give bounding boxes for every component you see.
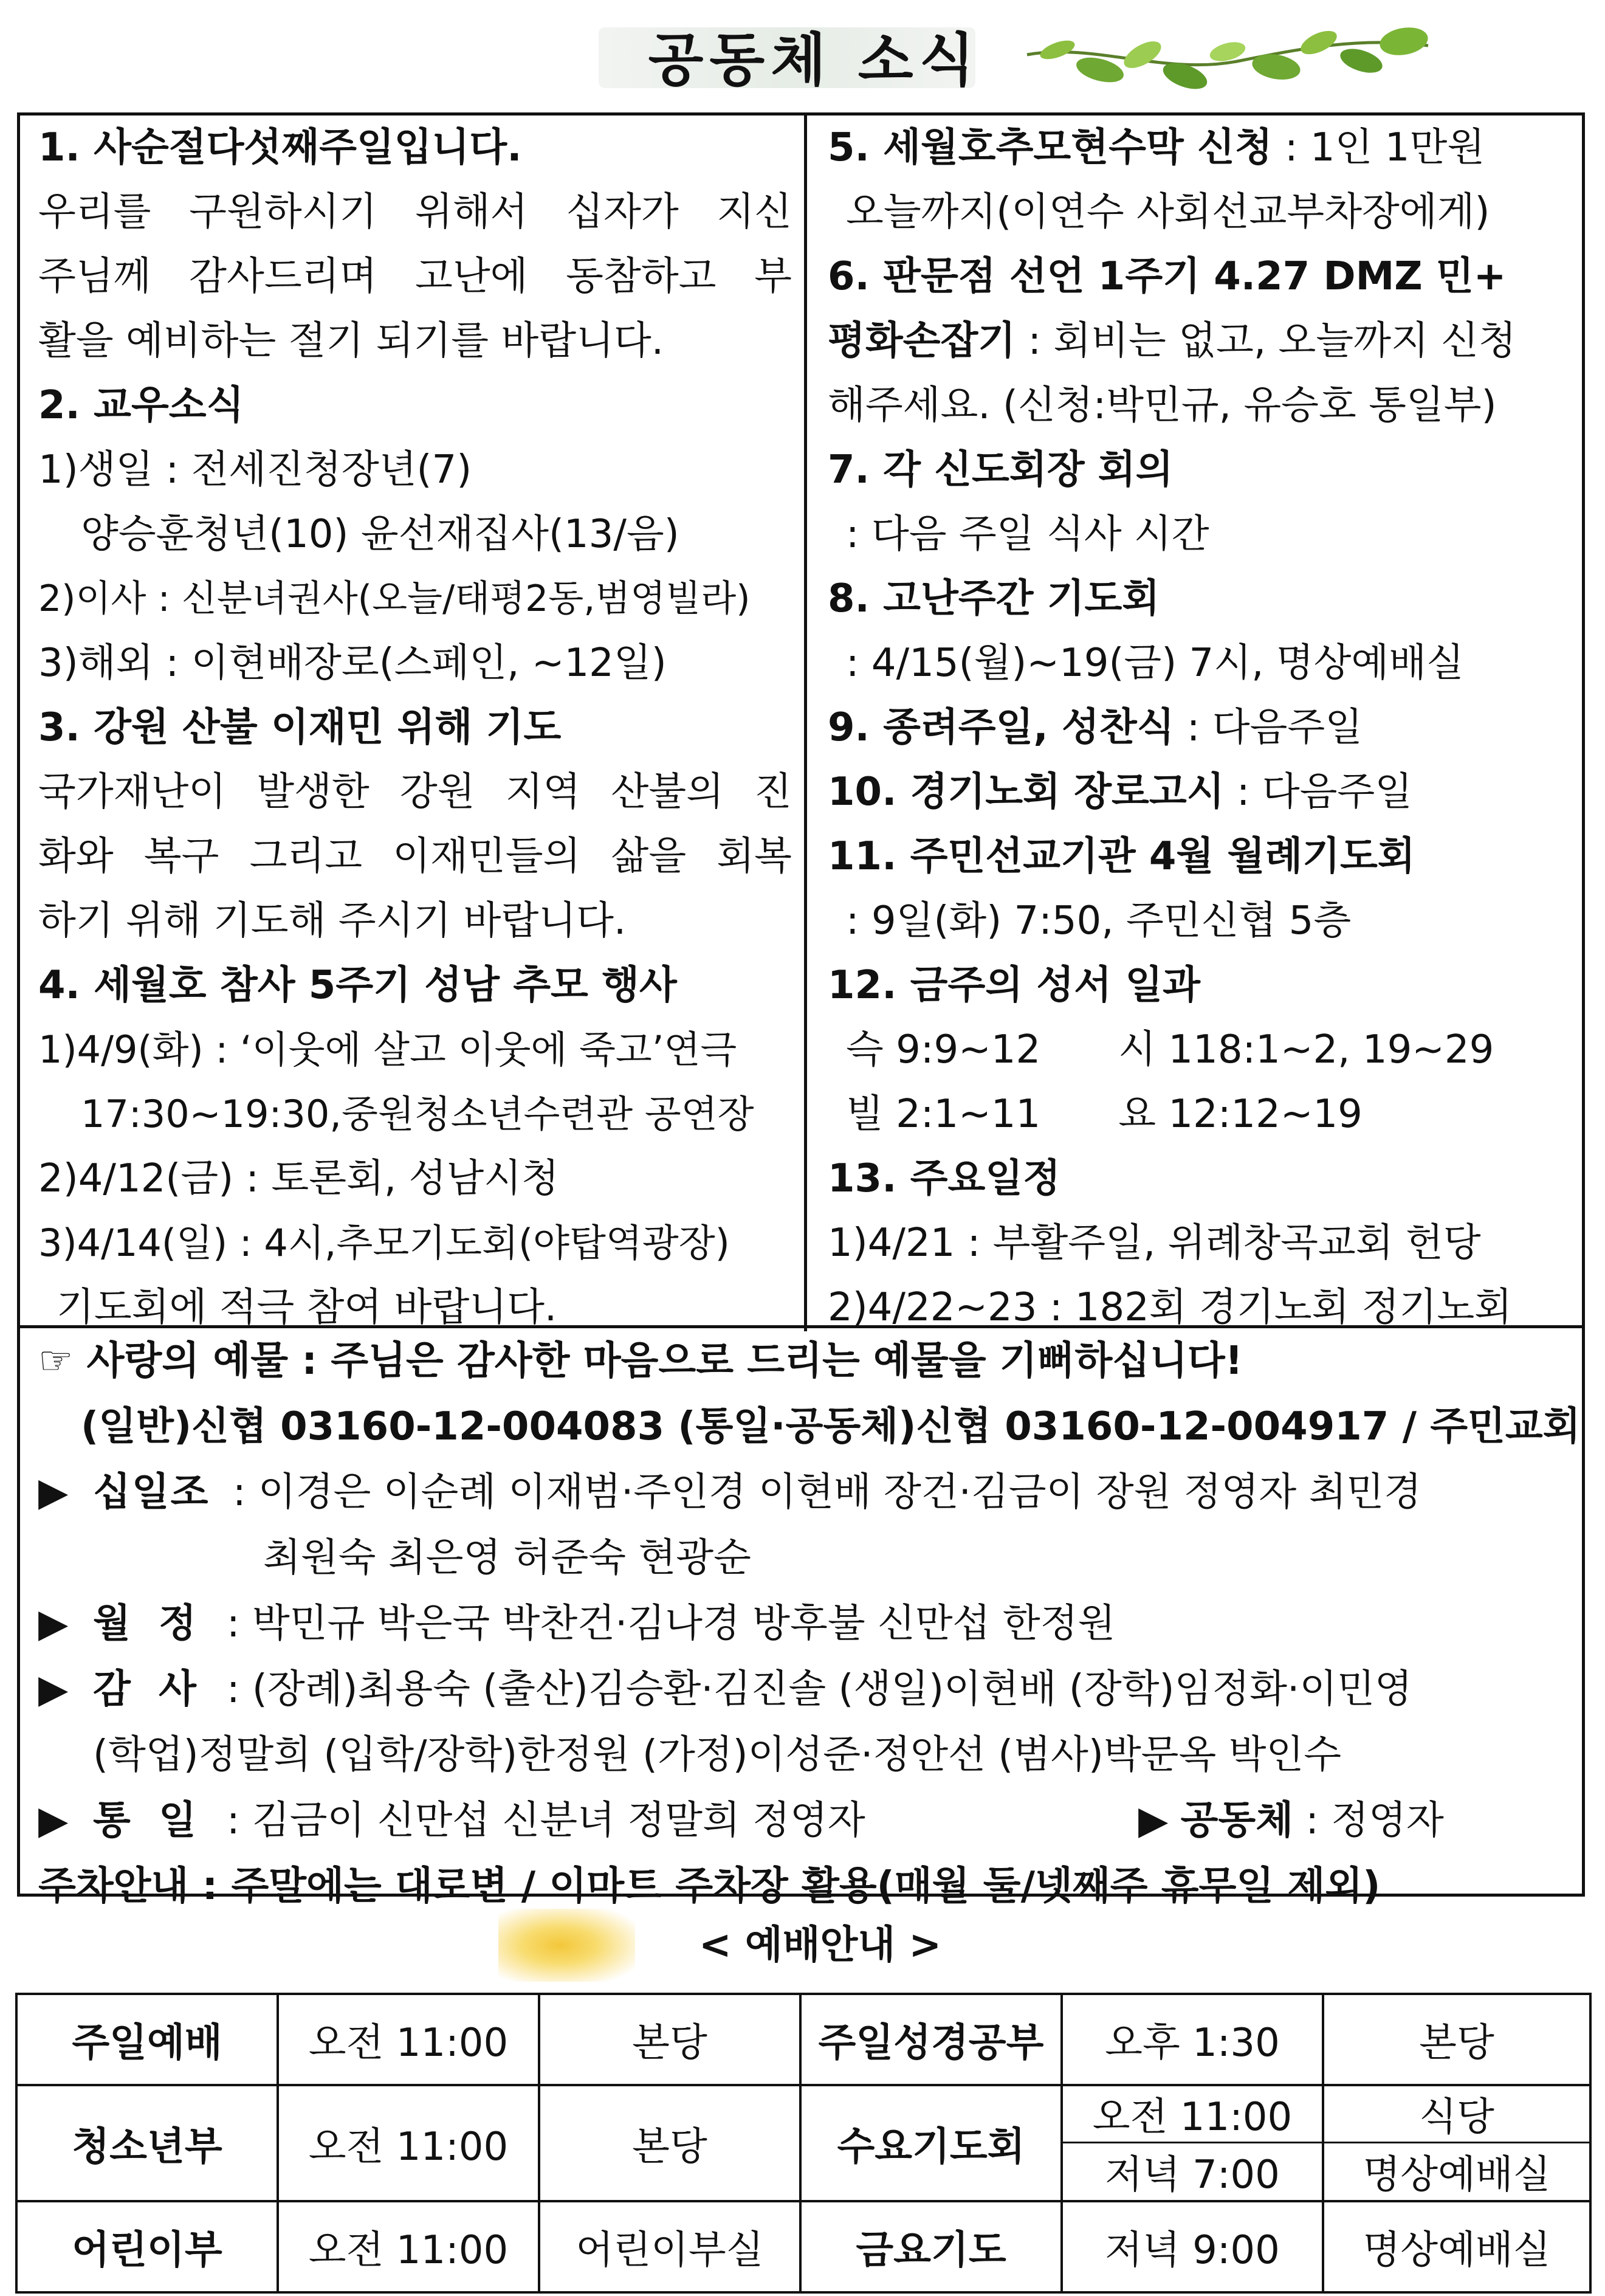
service-name: 어린이부 [16,2201,278,2292]
notice-line: 하기 위해 기도해 주시기 바랍니다. [38,898,627,943]
offering-label: 통 일 [93,1798,204,1843]
notice-line: 오늘까지(이연수 사회선교부차장에게) [846,190,1490,235]
notice-line: 8. 고난주간 기도회 [828,576,1160,621]
worship-title: < 예배안내 > [699,1923,942,1968]
notice-line: 해주세요. (신청:박민규, 유승호 통일부) [828,383,1497,428]
service-time: 오전 11:00 [1063,2086,1322,2143]
notice-line: 11. 주민선교기관 4월 월례기도회 [828,834,1415,879]
notice-line: 2. 교우소식 [38,383,244,428]
notice-line [828,115,1570,180]
table-row [16,2201,1590,2292]
offering-names: : 박민규 박은국 박찬건·김나경 방후불 신만섭 한정원 [227,1601,1116,1646]
offering-names: : 이경은 이순례 이재범·주인경 이현배 장건·김금이 장원 정영자 최민경 [233,1470,1422,1515]
service-time: 오전 11:00 [278,1994,539,2085]
notice-text: : 다음주일 [1174,705,1363,750]
notice-line: 13. 주요일정 [828,1156,1060,1201]
notice-line: 1. 사순절다섯째주일입니다. [38,125,522,170]
offering-label: 공동체 [1180,1798,1294,1843]
notice-line: 2)이사 : 신분녀권사(오늘/태평2동,범영빌라) [38,577,751,620]
place-stack [1324,2086,1589,2200]
notice-line: 17:30~19:30,중원청소년수련관 공연장 [81,1092,754,1136]
notice-line: 7. 각 신도회장 회의 [828,447,1174,492]
notice-line: 6. 판문점 선언 1주기 4.27 DMZ 민+ [828,254,1507,299]
offering-box [17,1328,1585,1909]
notice-box [17,112,1585,1328]
worship-table [15,1993,1592,2294]
notice-line [828,760,1570,824]
offering-label: 십일조 [93,1470,210,1515]
service-place-split [1323,2085,1590,2201]
service-place: 본당 [1323,1994,1590,2085]
notice-head: 5. 세월호추모현수막 신청 [828,125,1273,170]
service-place: 명상예배실 [1323,2201,1590,2292]
offering-heading [38,1328,1564,1394]
notice-line: 주님께 감사드리며 고난에 동참하고 부 [38,254,792,299]
offering-names-continued: (학업)정말희 (입학/장학)한정원 (가정)이성준·정안선 (범사)박문옥 박인수 [93,1732,1342,1777]
offering-names: : 정영자 [1305,1798,1444,1843]
notice-line: : 9일(화) 7:50, 주민신협 5층 [846,898,1352,943]
service-name: 주일예배 [16,1994,278,2085]
offering-label: 감 사 [93,1667,204,1712]
notice-line: 슥 9:9~12 시 118:1~2, 19~29 [846,1027,1494,1072]
parking-info: 주차안내 : 주말에는 대로변 / 이마트 주차장 활용(매월 둘/넷째주 휴무일 제외) [38,1864,1381,1909]
notice-right-column [807,115,1582,1340]
notice-line [828,309,1570,373]
notice-line: 화와 복구 그리고 이재민들의 삶을 회복 [38,834,792,879]
notice-line: 기도회에 적극 참여 바랍니다. [57,1285,557,1330]
service-place: 어린이부실 [539,2201,800,2292]
notice-line: 양승훈청년(10) 윤선재집사(13/음) [81,512,679,557]
notice-head: 평화손잡기 [828,319,1016,364]
service-place: 식당 [1324,2086,1589,2143]
notice-line: 4. 세월호 참사 5주기 성남 추모 행사 [38,963,677,1008]
notice-line: 우리를 구원하시기 위해서 십자가 지신 [38,190,792,235]
service-time: 오전 11:00 [278,2201,539,2292]
service-place: 본당 [539,1994,800,2085]
service-name: 금요기도 [800,2201,1062,2292]
service-time: 저녁 7:00 [1105,2153,1280,2198]
bank-accounts: (일반)신협 03160-12-004083 (통일·공동체)신협 03160-12-004917 / 주민교회 [81,1404,1581,1449]
notice-line: 활을 예비하는 절기 되기를 바랍니다. [38,319,664,364]
table-row [16,2085,1590,2201]
service-time: 오후 1:30 [1062,1994,1323,2085]
notice-line: : 다음 주일 식사 시간 [846,512,1209,557]
offering-heading-text: 사랑의 예물 : 주님은 감사한 마음으로 드리는 예물을 기뻐하십니다! [86,1339,1243,1384]
notice-head: 10. 경기노회 장로고시 [828,770,1225,815]
notice-line: 1)생일 : 전세진청장년(7) [38,447,472,492]
notice-text: : 다음주일 [1224,770,1413,815]
decorative-orb-image [498,1909,635,1982]
notice-line: 2)4/12(금) : 토론회, 성남시청 [38,1156,559,1201]
service-time-split [1062,2085,1323,2201]
offering-row-monthly [38,1591,1564,1656]
notice-head: 9. 종려주일, 성찬식 [828,705,1175,750]
pointing-hand-icon: ☞ [38,1339,74,1384]
offering-names: : 김금이 신만섭 신분녀 정말희 정영자 [227,1798,865,1843]
notice-line: 2)4/22~23 : 182회 경기노회 정기노회 [828,1285,1512,1330]
notice-line [828,695,1570,760]
notice-text: : 1인 1만원 [1272,125,1485,170]
notice-line: 3)해외 : 이현배장로(스페인, ~12일) [38,641,667,686]
leaf-vine-icon [1021,18,1434,97]
notice-line: 국가재난이 발생한 강원 지역 산불의 진 [38,770,792,815]
table-row [16,1994,1590,2085]
notice-line: : 4/15(월)~19(금) 7시, 명상예배실 [846,641,1464,686]
offering-names: : (장례)최용숙 (출산)김승환·김진솔 (생일)이현배 (장학)임정화·이민영 [227,1667,1412,1712]
service-name: 주일성경공부 [800,1994,1062,2085]
triangle-bullet-icon: ▶ [38,1470,69,1515]
offering-row-unity [38,1788,1564,1853]
notice-text: : 회비는 없고, 오늘까지 신청 [1016,319,1516,364]
service-time: 저녁 9:00 [1062,2201,1323,2292]
notice-line: 1)4/21 : 부활주일, 위례창곡교회 헌당 [828,1221,1481,1266]
notice-line: 3. 강원 산불 이재민 위해 기도 [38,705,562,750]
notice-line: 1)4/9(화) : ‘이웃에 살고 이웃에 죽고’연극 [38,1027,737,1072]
offering-names-continued: 최원숙 최은영 허준숙 현광순 [263,1536,751,1581]
time-stack [1063,2086,1322,2200]
page-title: 공동체 소식 [648,27,981,94]
notice-line: 빌 2:1~11 요 12:12~19 [846,1092,1363,1137]
service-place: 명상예배실 [1363,2153,1551,2198]
triangle-bullet-icon: ▶ [38,1667,69,1712]
notice-line: 3)4/14(일) : 4시,추모기도회(야탑역광장) [38,1221,730,1265]
service-place: 본당 [539,2085,800,2201]
offering-row-thanks [38,1656,1564,1722]
notice-line: 12. 금주의 성서 일과 [828,963,1200,1008]
triangle-bullet-icon: ▶ [1138,1798,1169,1843]
offering-row-tithe [38,1460,1564,1525]
notice-left-column [20,115,804,1340]
service-time: 오전 11:00 [278,2085,539,2201]
service-name: 수요기도회 [800,2085,1062,2201]
offering-community [1138,1788,1444,1853]
offering-label: 월 정 [93,1601,204,1646]
triangle-bullet-icon: ▶ [38,1798,69,1843]
triangle-bullet-icon: ▶ [38,1601,69,1646]
service-name: 청소년부 [16,2085,278,2201]
